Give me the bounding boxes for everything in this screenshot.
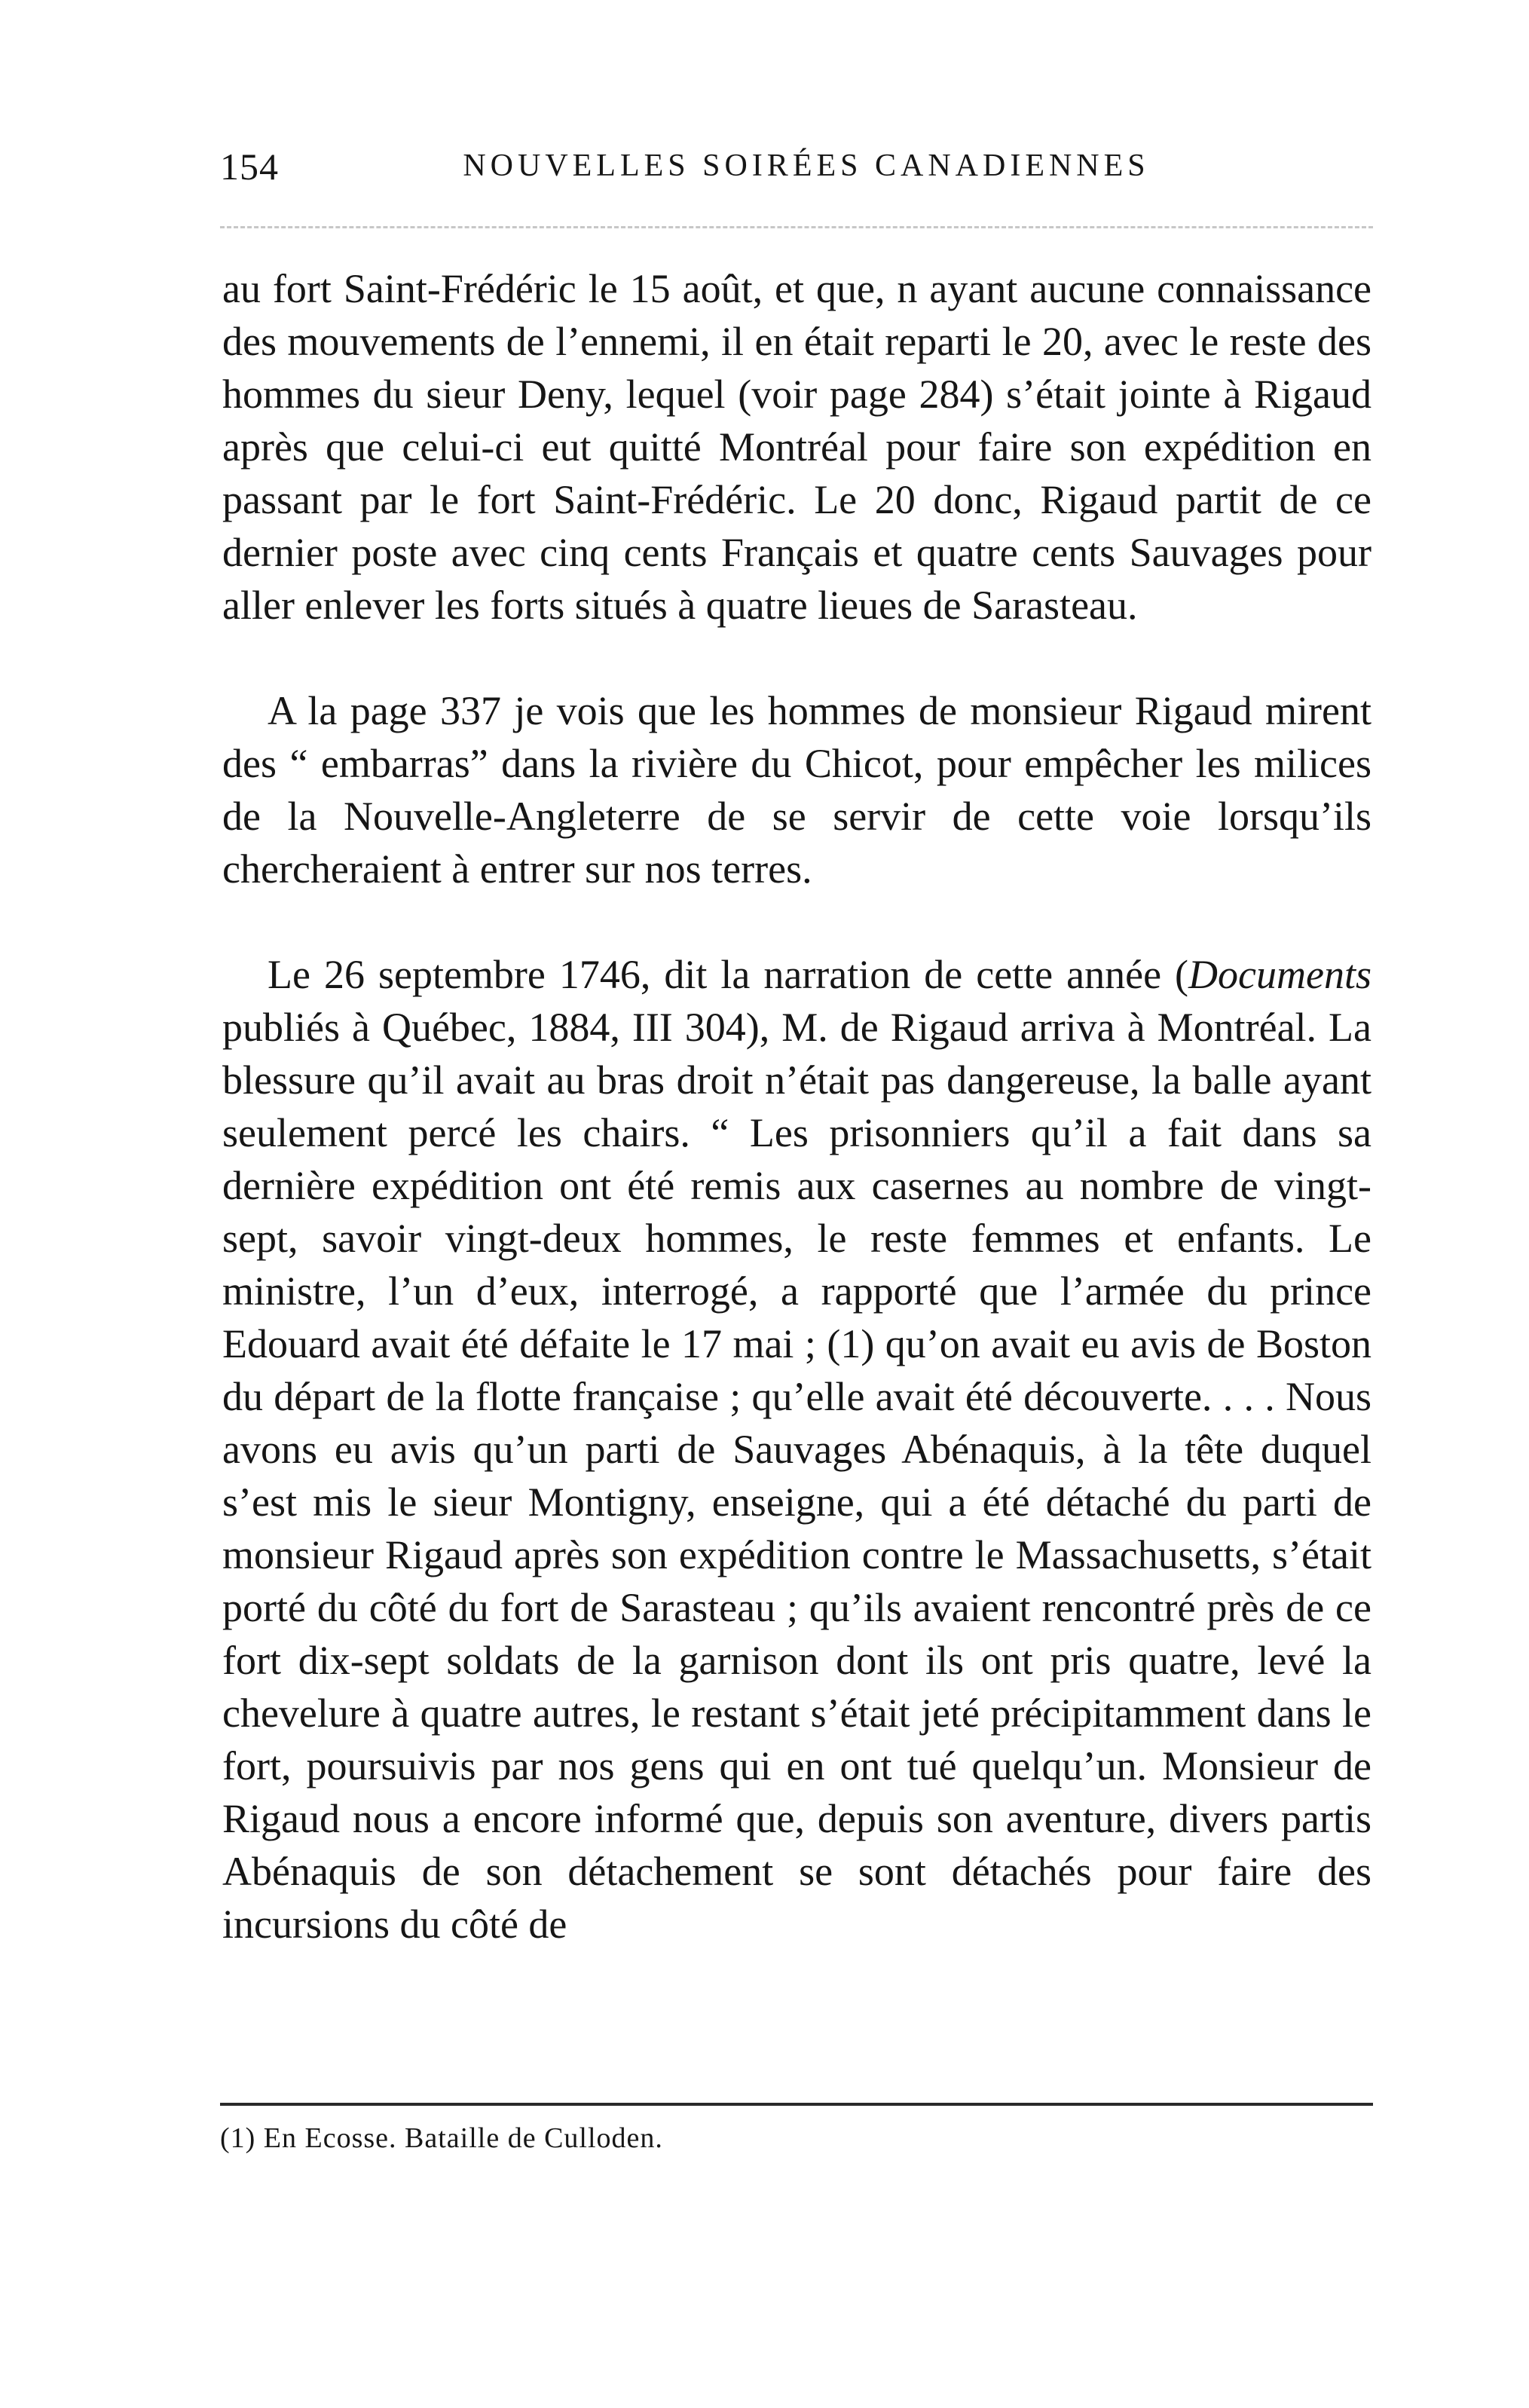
running-title: NOUVELLES SOIRÉES CANADIENNES <box>463 148 1150 183</box>
page-number: 154 <box>220 145 279 188</box>
body-text <box>222 262 1372 1951</box>
paragraph-3-rest: publiés à Québec, 1884, III 304), M. de Rigaud arriva à Montréal. La blessure qu’il avait au bras droit n’était pas dangereuse, la balle ayant seulement percé les chairs. “ Les prisonniers qu’il a fait dans sa dernière expédition ont été remis aux casernes au nombre de vingt-sept, savoir vingt-deux hommes, le reste femmes et enfants. Le ministre, l’un d’eux, interrogé, a rapporté que l’armée du prince Edouard avait été défaite le 17 mai ; (1) qu’on avait eu avis de Boston du départ de la flotte française ; qu’elle avait été découverte. . . . Nous avons eu avis qu’un parti de Sauvages Abénaquis, à la tête duquel s’est mis le sieur Montigny, enseigne, qui a été détaché du parti de monsieur Rigaud après son expédition contre le Massachusetts, s’était porté du côté du fort de Sarasteau ; qu’ils avaient rencontré près de ce fort dix-sept soldats de la garnison dont ils ont pris quatre, levé la chevelure à quatre autres, le restant s’était jeté précipitamment dans le fort, poursuivis par nos gens qui en ont tué quelqu’un. Monsieur de Rigaud nous a encore informé que, depuis son aventure, divers partis Abénaquis de son détachement se sont détachés pour faire des incursions du côté de <box>222 1005 1372 1947</box>
paragraph-3 <box>222 948 1372 1951</box>
paragraph-3-start: Le 26 septembre 1746, dit la narration de cette année ( <box>268 952 1189 997</box>
paragraph-1: au fort Saint-Frédéric le 15 août, et que, n ayant aucune connaissance des mouvements de l’ennemi, il en était reparti le 20, avec le reste des hommes du sieur Deny, lequel (voir page 284) s’était jointe à Rigaud après que celui-ci eut quitté Montréal pour faire son expédition en passant par le fort Saint-Frédéric. Le 20 donc, Rigaud partit de ce dernier poste avec cinq cents Français et quatre cents Sauvages pour aller enlever les forts situés à quatre lieues de Sarasteau. <box>222 266 1372 628</box>
header-rule <box>220 226 1373 228</box>
footnote: (1) En Ecosse. Bataille de Culloden. <box>220 2122 663 2154</box>
paragraph-2: A la page 337 je vois que les hommes de monsieur Rigaud mirent des “ embarras” dans la rivière du Chicot, pour empêcher les milices de la Nouvelle-Angleterre de se servir de cette voie lorsqu’ils chercheraient à entrer sur nos terres. <box>222 688 1372 892</box>
footnote-rule <box>220 2103 1373 2106</box>
documents-title: Documents <box>1188 952 1372 997</box>
